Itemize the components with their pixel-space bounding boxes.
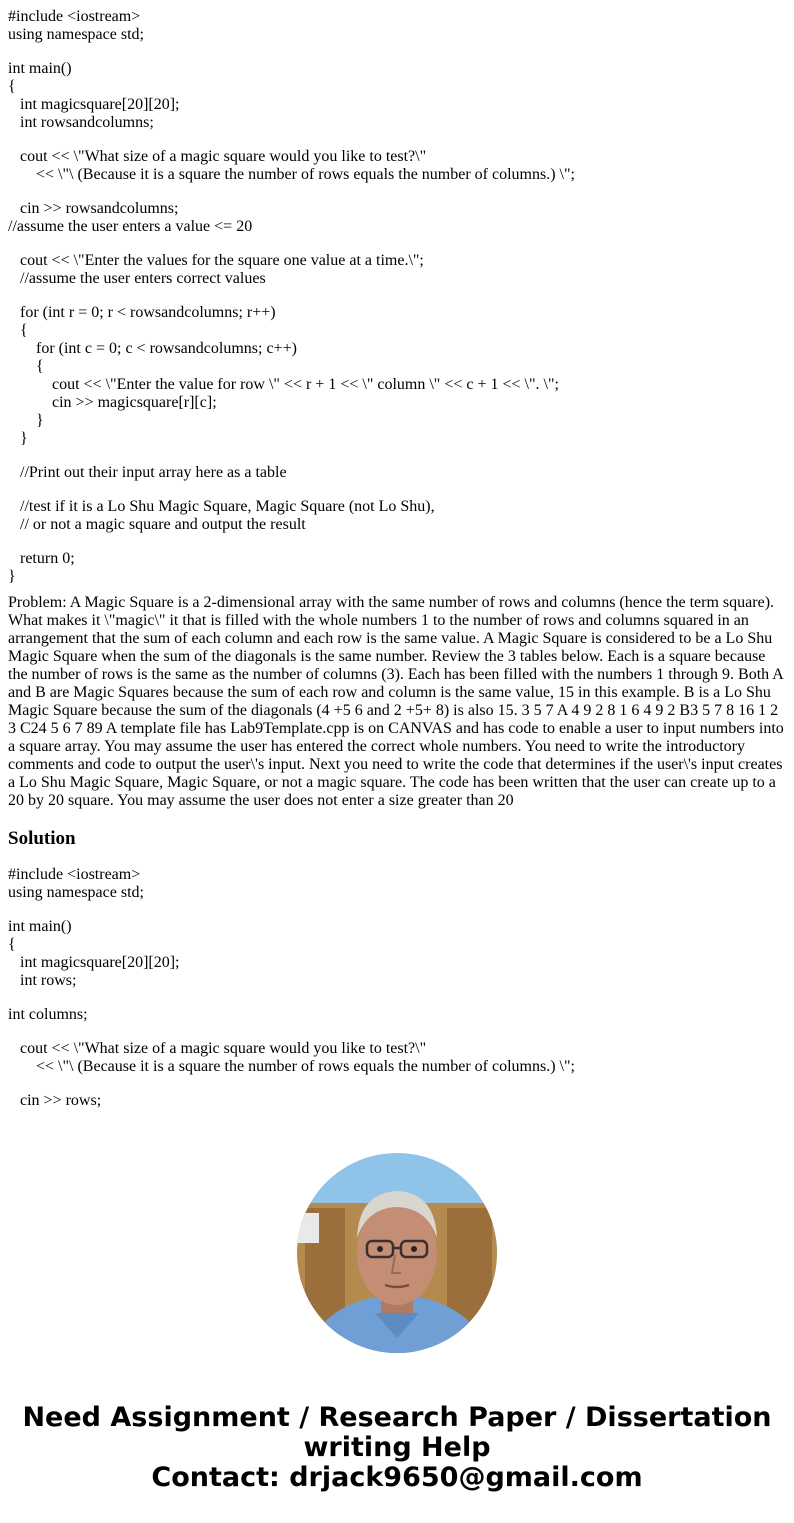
solution-code-line: int rows; <box>8 972 77 989</box>
problem-statement: Problem: A Magic Square is a 2-dimensional array with the same number of rows and columns (hence the term square). What makes it \"magic\" it that is filled with the whole numbers 1 to the number of rows and columns squared in an arrangement that the sum of each column and each row is the same value. A Magic Square is considered to be a Lo Shu Magic Square when the sum of the diagonals is the same number. Review the 3 tables below. Each is a square because the number of rows is the same as the number of columns (3). Each has been filled with the numbers 1 through 9. Both A and B are Magic Squares because the sum of each row and column is the same value, 15 in this example. B is a Lo Shu Magic Square because the sum of the diagonals (4 +5 6 and 2 +5+ 8) is also 15. 3 5 7 A 4 9 2 8 1 6 4 9 2 B3 5 7 8 16 1 2 3 C24 5 6 7 89 A template file has Lab9Template.cpp is on CANVAS and has code to enable a user to input numbers into a square array. You may assume the user has entered the correct whole numbers. You need to write the introductory comments and code to output the user\'s input. Next you need to write the code that determines if the user\'s input creates a Lo Shu Magic Square, Magic Square, or not a magic square. The code has been written that the user can create up to a 20 by 20 square. You may assume the user does not enter a size greater than 20 <box>8 594 784 809</box>
footer-line-1: Need Assignment / Research Paper / Dissertation <box>22 1402 772 1433</box>
question-code-line: { <box>8 322 28 339</box>
question-code-line: int magicsquare[20][20]; <box>8 96 180 113</box>
question-code-line: } <box>8 430 28 447</box>
question-code-line: using namespace std; <box>8 26 144 43</box>
solution-heading: Solution <box>8 828 76 849</box>
solution-code-line: { <box>8 936 16 953</box>
solution-code-block <box>8 866 788 1110</box>
question-code-line: int main() <box>8 60 72 77</box>
solution-code-line: int main() <box>8 918 72 935</box>
question-code-line: //assume the user enters a value <= 20 <box>8 218 253 235</box>
solution-code-line: using namespace std; <box>8 884 144 901</box>
question-code-line <box>8 288 788 304</box>
question-code-line <box>8 184 788 200</box>
question-code-line: return 0; <box>8 550 75 567</box>
question-code-line: //Print out their input array here as a table <box>8 464 287 481</box>
question-code-line <box>8 44 788 60</box>
solution-code-line: int magicsquare[20][20]; <box>8 954 180 971</box>
author-portrait <box>297 1153 497 1353</box>
question-code-block <box>8 8 788 586</box>
solution-code-line <box>8 990 788 1006</box>
question-code-line: #include <iostream> <box>8 8 141 25</box>
solution-code-line: int columns; <box>8 1006 88 1023</box>
question-code-line <box>8 236 788 252</box>
solution-code-line <box>8 1076 788 1092</box>
solution-code-line <box>8 1024 788 1040</box>
solution-code-line: cout << \"What size of a magic square would you like to test?\" <box>8 1040 427 1057</box>
question-code-line <box>8 132 788 148</box>
question-code-line: //test if it is a Lo Shu Magic Square, Magic Square (not Lo Shu), <box>8 498 435 515</box>
question-code-line: cout << \"What size of a magic square would you like to test?\" <box>8 148 427 165</box>
solution-code-line <box>8 902 788 918</box>
portrait-image <box>297 1153 497 1353</box>
solution-code-line: << \"\ (Because it is a square the number of rows equals the number of columns.) \"; <box>8 1058 575 1075</box>
footer-banner <box>0 1403 794 1493</box>
question-code-line: } <box>8 412 44 429</box>
question-code-line: cin >> magicsquare[r][c]; <box>8 394 217 411</box>
question-code-line <box>8 482 788 498</box>
footer-contact[interactable]: Contact: drjack9650@gmail.com <box>151 1462 643 1493</box>
question-code-line: cout << \"Enter the value for row \" << r + 1 << \" column \" << c + 1 << \". \"; <box>8 376 559 393</box>
solution-code-line: cin >> rows; <box>8 1092 102 1109</box>
question-code-line: { <box>8 358 44 375</box>
footer-line-2: writing Help <box>303 1432 491 1463</box>
solution-code-line: #include <iostream> <box>8 866 141 883</box>
question-code-line: } <box>8 568 16 585</box>
question-code-line: //assume the user enters correct values <box>8 270 266 287</box>
question-code-line: for (int r = 0; r < rowsandcolumns; r++) <box>8 304 276 321</box>
question-code-line: for (int c = 0; c < rowsandcolumns; c++) <box>8 340 297 357</box>
question-code-line: { <box>8 78 16 95</box>
question-code-line: << \"\ (Because it is a square the number of rows equals the number of columns.) \"; <box>8 166 575 183</box>
question-code-line: // or not a magic square and output the result <box>8 516 306 533</box>
question-code-line: cout << \"Enter the values for the square one value at a time.\"; <box>8 252 424 269</box>
question-code-line <box>8 534 788 550</box>
page-content <box>8 8 788 1110</box>
question-code-line: cin >> rowsandcolumns; <box>8 200 179 217</box>
question-code-line <box>8 448 788 464</box>
question-code-line: int rowsandcolumns; <box>8 114 154 131</box>
